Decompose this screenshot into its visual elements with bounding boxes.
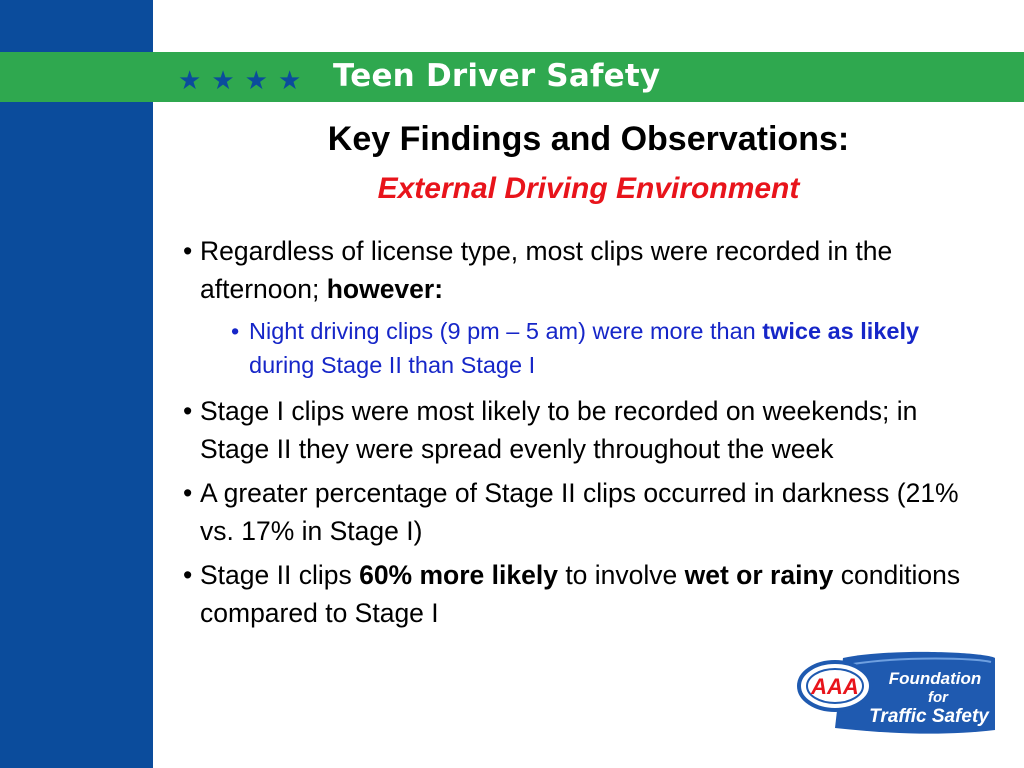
- sub-bullet-item: • Night driving clips (9 pm – 5 am) were more than twice as likely during Stage II than Stage I: [231, 318, 920, 378]
- bullet-list: [183, 232, 963, 638]
- logo-line-for: for: [928, 689, 948, 706]
- slide-subtitle: External Driving Environment: [377, 172, 800, 205]
- star-icon: ★: [244, 65, 268, 95]
- left-blue-bar: [0, 0, 153, 768]
- logo-graphic: [795, 650, 1000, 738]
- logo-line-foundation: Foundation: [888, 669, 982, 688]
- bullet-item: • Stage II clips 60% more likely to involve wet or rainy conditions compared to Stage I: [183, 560, 961, 628]
- star-icon: ★: [211, 65, 235, 95]
- logo-line-traffic-safety: Traffic Safety: [869, 706, 989, 727]
- aaa-foundation-logo: [795, 650, 1000, 738]
- bullet-item: • A greater percentage of Stage II clips occurred in darkness (21% vs. 17% in Stage I): [183, 478, 959, 546]
- bullet-item: • Regardless of license type, most clips were recorded in the afternoon; however:: [183, 236, 893, 304]
- banner-title: Teen Driver Safety: [333, 58, 661, 94]
- star-icon: ★: [178, 65, 202, 95]
- header-stars: [178, 62, 301, 98]
- slide-title: Key Findings and Observations:: [327, 120, 850, 158]
- bullet-item: • Stage I clips were most likely to be recorded on weekends; in Stage II they were spread evenly throughout the week: [183, 396, 918, 464]
- star-icon: ★: [277, 65, 302, 95]
- logo-aaa-mark: AAA: [811, 674, 859, 699]
